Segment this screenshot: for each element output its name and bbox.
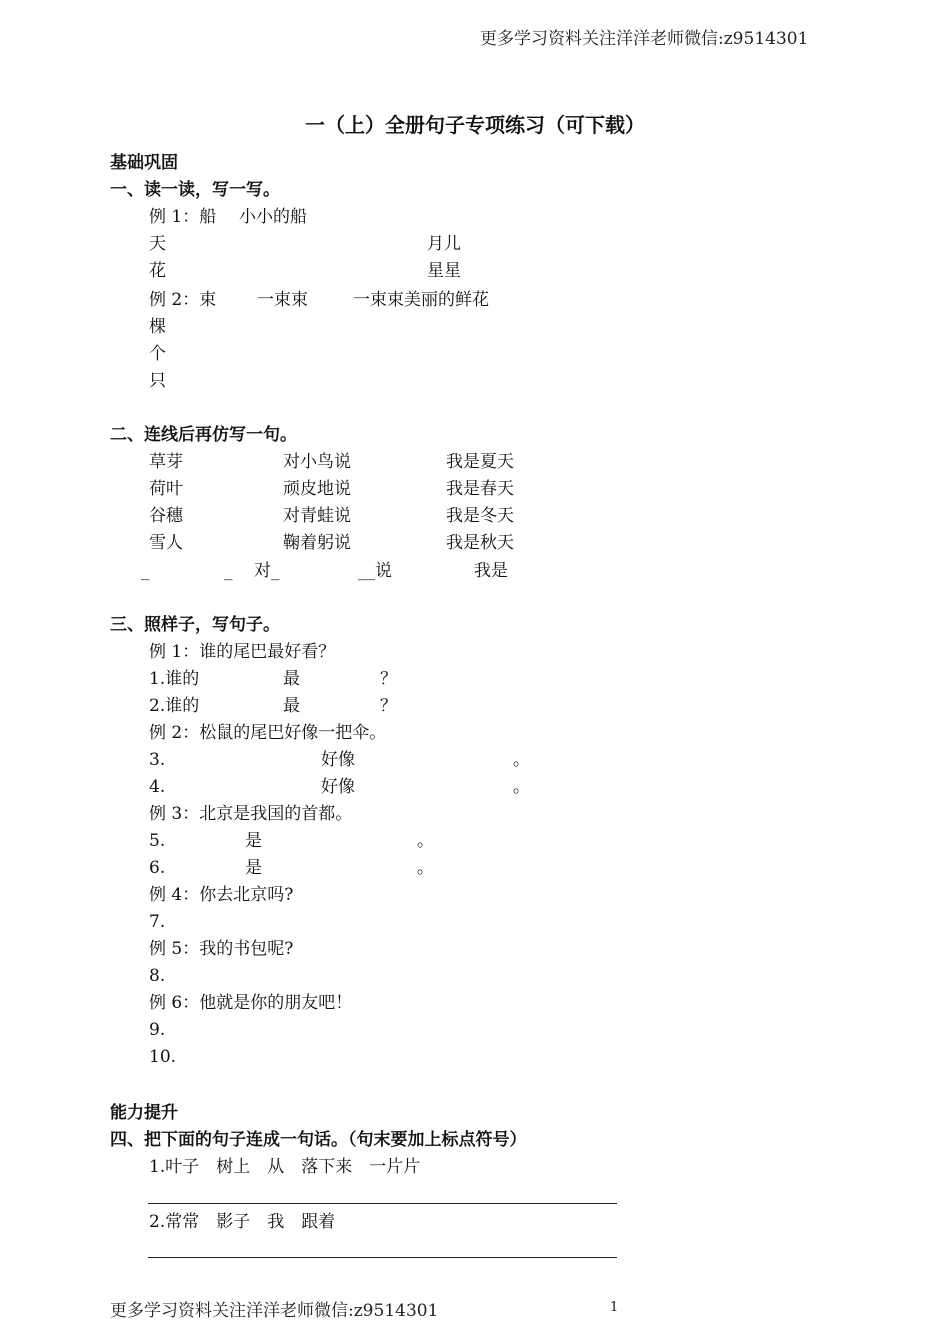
footer-text: 更多学习资料关注洋洋老师微信:z9514301 (110, 1301, 439, 1321)
q2-imitate-woshi: 我是 (474, 561, 508, 581)
q3-line-keyword: 好像 (321, 777, 355, 797)
page-number: 1 (610, 1300, 619, 1315)
section-basic-heading: 基础巩固 (110, 153, 178, 173)
q3-line-keyword: 是 (245, 831, 262, 851)
q2-speech: 对青蛙说 (283, 506, 351, 526)
q3-example3: 例 3：北京是我国的首都。 (149, 804, 353, 824)
answer-line[interactable] (148, 1257, 617, 1258)
q3-line-keyword: 最 (283, 696, 300, 716)
q3-line-number: 6. (149, 858, 166, 878)
q2-speech: 鞠着躬说 (283, 533, 351, 553)
q1-right-item: 月儿 (427, 234, 461, 254)
q1-item: 棵 (149, 317, 166, 337)
q2-subject: 荷叶 (149, 479, 183, 499)
q3-line-end: 。 (513, 750, 530, 770)
q3-example2: 例 2：松鼠的尾巴好像一把伞。 (149, 723, 387, 743)
q3-line-end: ？ (380, 696, 397, 716)
q3-line-end: 。 (513, 777, 530, 797)
q1-heading: 一、读一读，写一写。 (110, 180, 280, 200)
q2-heading: 二、连线后再仿写一句。 (110, 425, 297, 445)
q3-line-number: 5. (149, 831, 166, 851)
q2-season: 我是秋天 (446, 533, 514, 553)
q2-imitate-shuo: __说 (358, 561, 392, 581)
q2-blank-dash: _ (224, 561, 233, 581)
q2-speech: 顽皮地说 (283, 479, 351, 499)
q1-item: 只 (149, 371, 166, 391)
q2-subject: 谷穗 (149, 506, 183, 526)
q3-heading: 三、照样子，写句子。 (110, 615, 280, 635)
q2-speech: 对小鸟说 (283, 452, 351, 472)
q4-item: 2.常常 影子 我 跟着 (149, 1212, 336, 1232)
q3-example6: 例 6：他就是你的朋友吧！ (149, 993, 353, 1013)
q2-season: 我是冬天 (446, 506, 514, 526)
q1-example2-mid: 一束束 (257, 290, 308, 310)
q3-line-end: ？ (380, 669, 397, 689)
page-title: 一（上）全册句子专项练习（可下载） (305, 113, 645, 137)
q3-line-number: 9. (149, 1020, 166, 1040)
q3-line-keyword: 好像 (321, 750, 355, 770)
q3-line-end: 。 (417, 831, 434, 851)
q3-line-number: 10. (149, 1047, 177, 1067)
q3-example5: 例 5：我的书包呢? (149, 939, 294, 959)
q1-example1-result: 小小的船 (239, 207, 307, 227)
q4-item: 1.叶子 树上 从 落下来 一片片 (149, 1157, 421, 1177)
q3-line-number: 8. (149, 966, 166, 986)
header-text: 更多学习资料关注洋洋老师微信:z9514301 (480, 29, 809, 49)
q1-right-item: 星星 (427, 261, 461, 281)
q3-line-end: 。 (417, 858, 434, 878)
q3-line-keyword: 最 (283, 669, 300, 689)
q1-left-item: 天 (149, 234, 166, 254)
q1-example2-label: 例 2：束 (149, 290, 217, 310)
q3-line-number: 4. (149, 777, 166, 797)
q3-line-keyword: 是 (245, 858, 262, 878)
q3-example1: 例 1：谁的尾巴最好看？ (149, 642, 336, 662)
q2-imitate-dui: 对_ (254, 561, 280, 581)
q3-example4: 例 4：你去北京吗? (149, 885, 294, 905)
q1-example2-result: 一束束美丽的鲜花 (353, 290, 489, 310)
q3-line-number: 1.谁的 (149, 669, 200, 689)
q1-example1-label: 例 1：船 (149, 207, 217, 227)
q3-line-number: 2.谁的 (149, 696, 200, 716)
section-advance-heading: 能力提升 (110, 1103, 178, 1123)
q2-blank-dash: _ (141, 561, 150, 581)
answer-line[interactable] (148, 1203, 617, 1204)
q1-item: 个 (149, 344, 166, 364)
q3-line-number: 7. (149, 912, 166, 932)
q4-heading: 四、把下面的句子连成一句话。（句末要加上标点符号） (110, 1130, 527, 1150)
q2-season: 我是夏天 (446, 452, 514, 472)
q2-subject: 雪人 (149, 533, 183, 553)
q2-season: 我是春天 (446, 479, 514, 499)
q3-line-number: 3. (149, 750, 166, 770)
q1-left-item: 花 (149, 261, 166, 281)
q2-subject: 草芽 (149, 452, 183, 472)
